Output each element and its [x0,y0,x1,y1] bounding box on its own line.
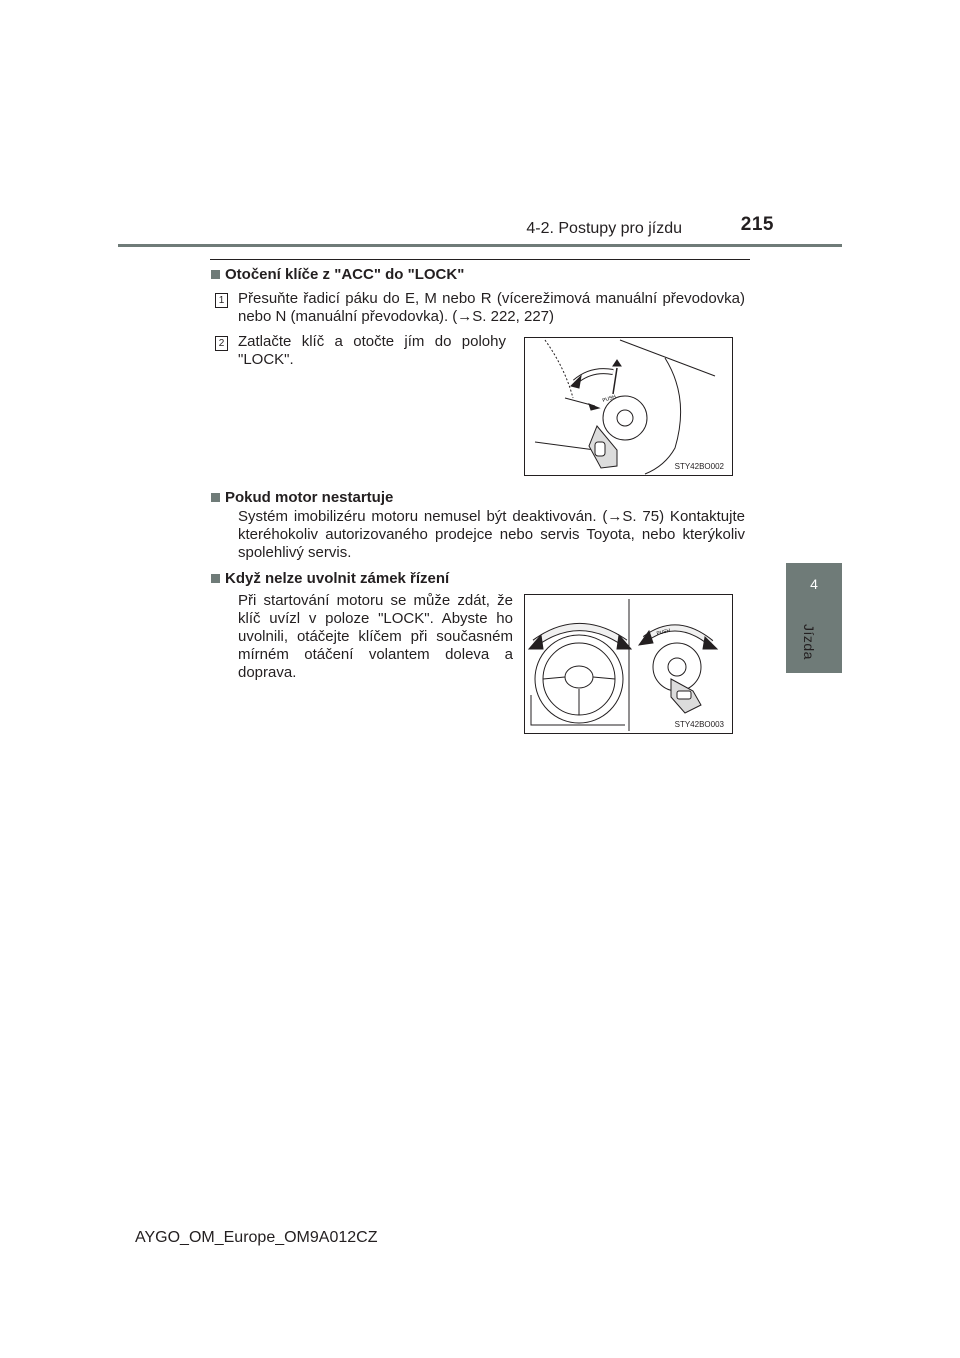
square-bullet-icon [211,574,220,583]
chapter-tab-label: Jízda [801,624,817,660]
step-2-text: Zatlačte klíč a otočte jím do polohy "LOCK". [238,333,506,368]
steering-wheel-key-illustration [525,595,732,733]
figure-code: STY42BO002 [674,462,724,471]
square-bullet-icon [211,493,220,502]
figure-code: STY42BO003 [674,720,724,729]
footer-document-id: AYGO_OM_Europe_OM9A012CZ [135,1229,378,1246]
section-heading-text: Otočení klíče z "ACC" do "LOCK" [225,266,465,283]
section-heading-acc-lock [211,266,464,283]
section-heading-text: Pokud motor nestartuje [225,489,394,506]
header-section-title: 4-2. Postupy pro jízdu [526,220,682,237]
figure-push-label: PUSH [601,393,617,404]
chapter-tab-number: 4 [810,576,818,592]
section-rule [210,259,750,260]
square-bullet-icon [211,270,220,279]
step-number-1: 1 [215,293,228,308]
figure-ignition-key-push-turn [524,337,733,476]
section-heading-engine-not-start [211,489,393,506]
section-heading-steering-lock [211,570,449,587]
header-rule [118,244,842,247]
step-1-text: Přesuňte řadicí páku do E, M nebo R (vícerežimová manuální převodovka) nebo N (manuální převodovka). (→S. 222, 227) [238,290,745,325]
figure-push-label: PUSH [656,627,671,637]
section-2-text: Systém imobilizéru motoru nemusel být deaktivován. (→S. 75) Kontaktujte kteréhokoliv autorizovaného prodejce nebo servis Toyota, nebo kterýkoliv spolehlivý servis. [238,508,745,561]
ignition-key-illustration [525,338,732,475]
section-3-text: Při startování motoru se může zdát, že klíč uvízl v poloze "LOCK". Abyste ho uvolnili, otáčejte klíčem při současném mírném otáčení volantem doleva a doprava. [238,592,513,681]
page-number: 215 [740,214,774,235]
section-heading-text: Když nelze uvolnit zámek řízení [225,570,450,587]
step-number-2: 2 [215,336,228,351]
figure-steering-wheel-key [524,594,733,734]
